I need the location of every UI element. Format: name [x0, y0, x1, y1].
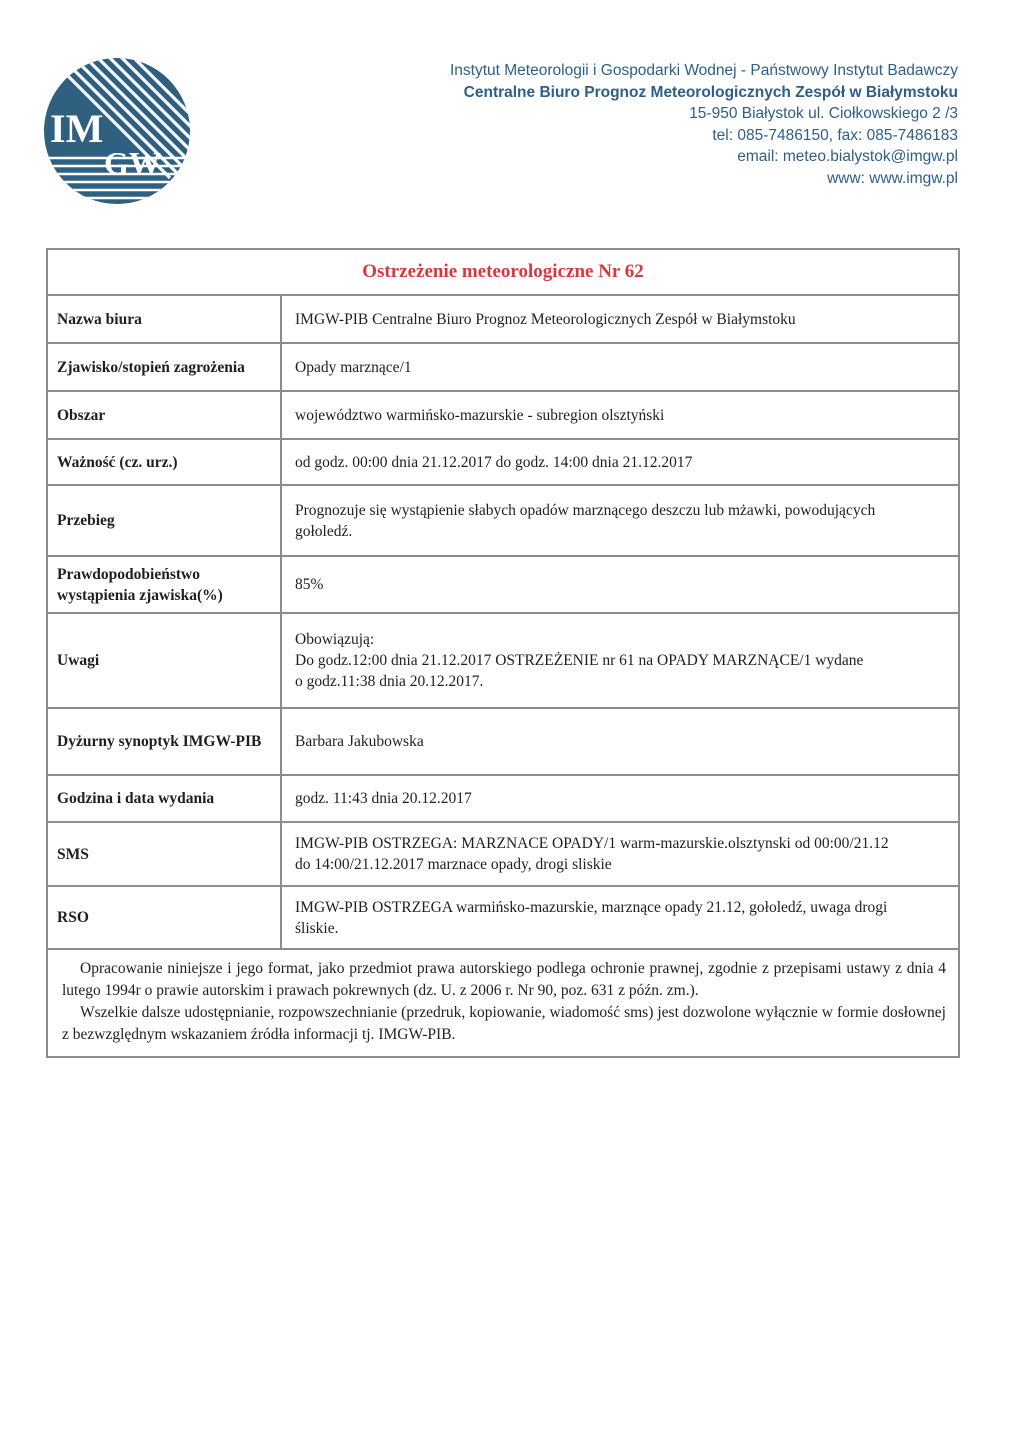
table-row	[48, 823, 958, 887]
row-value	[282, 823, 958, 885]
row-value	[282, 344, 958, 390]
table-row	[48, 392, 958, 440]
institute-header	[450, 60, 958, 189]
distribution-paragraph: Wszelkie dalsze udostępnianie, rozpowszechnianie (przedruk, kopiowanie, wiadomość sms) jest dozwolone wyłącznie w formie dosłownej z bezwzględnym wskazaniem źródła informacji tj. IMGW-PIB.	[62, 1004, 946, 1043]
table-row	[48, 709, 958, 776]
value-line: 85%	[295, 576, 324, 593]
row-value	[282, 296, 958, 342]
row-label: Uwagi	[48, 614, 282, 707]
row-value	[282, 776, 958, 821]
row-label: Przebieg	[48, 486, 282, 555]
value-line: IMGW-PIB Centralne Biuro Prognoz Meteorologicznych Zespół w Białymstoku	[295, 310, 796, 328]
table-row	[48, 776, 958, 823]
value-line: śliskie.	[295, 919, 339, 937]
email: email: meteo.bialystok@imgw.pl	[737, 148, 958, 165]
value-line: Barbara Jakubowska	[295, 733, 424, 750]
value-line: gołoledź.	[295, 522, 353, 540]
row-value	[282, 486, 958, 555]
row-label: Zjawisko/stopień zagrożenia	[48, 344, 282, 390]
warning-table	[46, 248, 960, 1058]
copyright-paragraph: Opracowanie niniejsze i jego format, jako przedmiot prawa autorskiego podlega ochronie prawnej, zgodnie z przepisami ustawy z dnia 4 lutego 1994r o prawie autorskim i prawach pokrewnych (dz. U. z 2006 r. Nr 90, poz. 631 z późn. zm.).	[62, 960, 946, 999]
row-label: Ważność (cz. urz.)	[48, 440, 282, 484]
row-label: Prawdopodobieństwo wystąpienia zjawiska(%)	[48, 557, 282, 612]
value-line: IMGW-PIB OSTRZEGA: MARZNACE OPADY/1 warm-mazurskie.olsztynski od 00:00/21.12	[295, 835, 889, 852]
value-line: Opady marznące/1	[295, 358, 412, 376]
value-line: Prognozuje się wystąpienie słabych opadów marznącego deszczu lub mżawki, powodujących	[295, 501, 876, 519]
value-line: IMGW-PIB OSTRZEGA warmińsko-mazurskie, marznące opady 21.12, gołoledź, uwaga drogi	[295, 898, 888, 916]
warning-title: Ostrzeżenie meteorologiczne Nr 62	[48, 250, 958, 296]
value-line: Do godz.12:00 dnia 21.12.2017 OSTRZEŻENIE nr 61 na OPADY MARZNĄCE/1 wydane	[295, 652, 864, 669]
row-label: Godzina i data wydania	[48, 776, 282, 821]
institute-name: Instytut Meteorologii i Gospodarki Wodnej - Państwowy Instytut Badawczy	[450, 62, 958, 79]
row-label: Dyżurny synoptyk IMGW-PIB	[48, 709, 282, 774]
row-label: RSO	[48, 887, 282, 948]
address: 15-950 Białystok ul. Ciołkowskiego 2 /3	[689, 105, 958, 122]
value-line: województwo warmińsko-mazurskie - subregion olsztyński	[295, 406, 665, 424]
table-row	[48, 486, 958, 557]
row-label: Nazwa biura	[48, 296, 282, 342]
imgw-logo	[44, 58, 190, 204]
bureau-name: Centralne Biuro Prognoz Meteorologicznych Zespół w Białymstoku	[463, 83, 958, 101]
phone-fax: tel: 085-7486150, fax: 085-7486183	[712, 126, 958, 144]
value-line: od godz. 00:00 dnia 21.12.2017 do godz. 14:00 dnia 21.12.2017	[295, 453, 693, 471]
row-value	[282, 887, 958, 948]
row-value	[282, 709, 958, 774]
row-value	[282, 440, 958, 484]
table-row	[48, 440, 958, 486]
table-row	[48, 614, 958, 709]
row-label: Obszar	[48, 392, 282, 438]
website: www: www.imgw.pl	[827, 169, 958, 187]
value-line: godz. 11:43 dnia 20.12.2017	[295, 790, 472, 807]
value-line: o godz.11:38 dnia 20.12.2017.	[295, 673, 484, 690]
table-row	[48, 344, 958, 392]
row-value	[282, 614, 958, 707]
row-value	[282, 392, 958, 438]
row-value	[282, 557, 958, 612]
copyright-note	[48, 950, 958, 1056]
row-label: SMS	[48, 823, 282, 885]
value-line: do 14:00/21.12.2017 marznace opady, drogi sliskie	[295, 856, 612, 873]
logo-text-bottom: GW	[104, 145, 161, 181]
logo-text-top: IM	[50, 106, 104, 151]
table-row	[48, 887, 958, 950]
table-row	[48, 557, 958, 614]
table-row	[48, 296, 958, 344]
value-line: Obowiązują:	[295, 631, 375, 648]
